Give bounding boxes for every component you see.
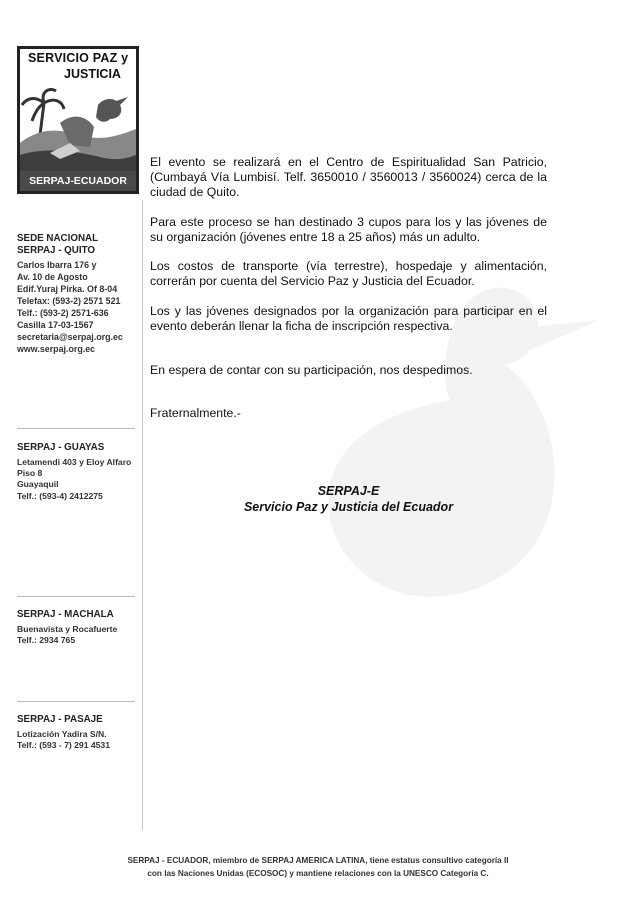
sede-line: Telefax: (593-2) 2571 521: [17, 296, 121, 306]
pasaje-line: Telf.: (593 - 7) 291 4531: [17, 740, 110, 751]
page-footer: [118, 855, 518, 880]
pasaje-line: Lotización Yadira S/N.: [17, 729, 107, 739]
sidebar-divider: [17, 701, 135, 702]
machala-line: Telf.: 2934 765: [17, 635, 76, 646]
paragraph-venue: El evento se realizará en el Centro de Espiritualidad San Patricio, (Cumbayá Vía Lumbisí. Telf. 3650010 / 3560013 / 3560024) cerca de la ciudad de Quito.: [150, 155, 547, 199]
logo-title-line1: SERVICIO PAZ y: [28, 51, 129, 65]
sede-line: Carlos Ibarra 176 y: [17, 260, 97, 270]
guayas-line: Telf.: (593-4) 2412275: [17, 490, 103, 501]
sidebar-divider: [17, 428, 135, 429]
machala-title: SERPAJ - MACHALA: [17, 609, 114, 620]
guayas-title: SERPAJ - GUAYAS: [17, 442, 105, 453]
sidebar-machala: [17, 609, 117, 646]
logo-title-line2: JUSTICIA: [64, 67, 121, 81]
guayas-line: Piso 8: [17, 468, 43, 479]
sidebar-sede-nacional: [17, 233, 123, 355]
signature-org-short: SERPAJ-E: [317, 484, 380, 498]
sede-line: Telf.: (593-2) 2571-636: [17, 308, 109, 318]
sede-subtitle: SERPAJ - QUITO: [17, 245, 96, 256]
guayas-line: Guayaquil: [17, 479, 59, 490]
signature-block: [150, 483, 547, 514]
logo-bottom-label: SERPAJ-ECUADOR: [20, 171, 136, 191]
closing: Fraternalmente.-: [150, 406, 241, 420]
logo-artwork-icon: [20, 83, 136, 171]
guayas-line: Letamendi 403 y Eloy Alfaro: [17, 457, 132, 467]
footer-line1: SERPAJ - ECUADOR, miembro de SERPAJ AMERICA LATINA, tiene estatus consultivo categoría II: [127, 856, 509, 865]
sede-website: www.serpaj.org.ec: [17, 344, 96, 354]
sede-line: Edif.Yuraj Pirka. Of 8-04: [17, 284, 118, 294]
paragraph-cupos: Para este proceso se han destinado 3 cupos para los y las jóvenes de su organización (jóvenes entre 18 a 25 años) más un adulto.: [150, 215, 547, 244]
paragraph-costos: Los costos de transporte (vía terrestre), hospedaje y alimentación, correrán por cuenta del Servicio Paz y Justicia del Ecuador.: [150, 259, 547, 288]
sidebar-vertical-rule: [142, 200, 143, 830]
dove-watermark-icon: [300, 240, 600, 620]
sede-email: secretaria@serpaj.org.ec: [17, 332, 123, 342]
sidebar-pasaje: [17, 714, 110, 751]
serpaj-logo: [17, 46, 139, 194]
sede-line: Av. 10 de Agosto: [17, 272, 88, 282]
machala-line: Buenavista y Rocafuerte: [17, 624, 118, 634]
footer-line2: con las Naciones Unidas (ECOSOC) y mantiene relaciones con la UNESCO Categoría C.: [147, 868, 489, 878]
paragraph-ficha: Los y las jóvenes designados por la organización para participar en el evento deberán llenar la ficha de inscripción respectiva.: [150, 304, 547, 333]
paragraph-despedida: En espera de contar con su participación, nos despedimos.: [150, 363, 473, 377]
sidebar-guayas: [17, 442, 131, 502]
signature-org-full: Servicio Paz y Justicia del Ecuador: [243, 500, 454, 514]
pasaje-title: SERPAJ - PASAJE: [17, 714, 103, 725]
sede-line: Casilla 17-03-1567: [17, 320, 94, 330]
sidebar-divider: [17, 596, 135, 597]
sede-title: SEDE NACIONAL: [17, 233, 99, 244]
